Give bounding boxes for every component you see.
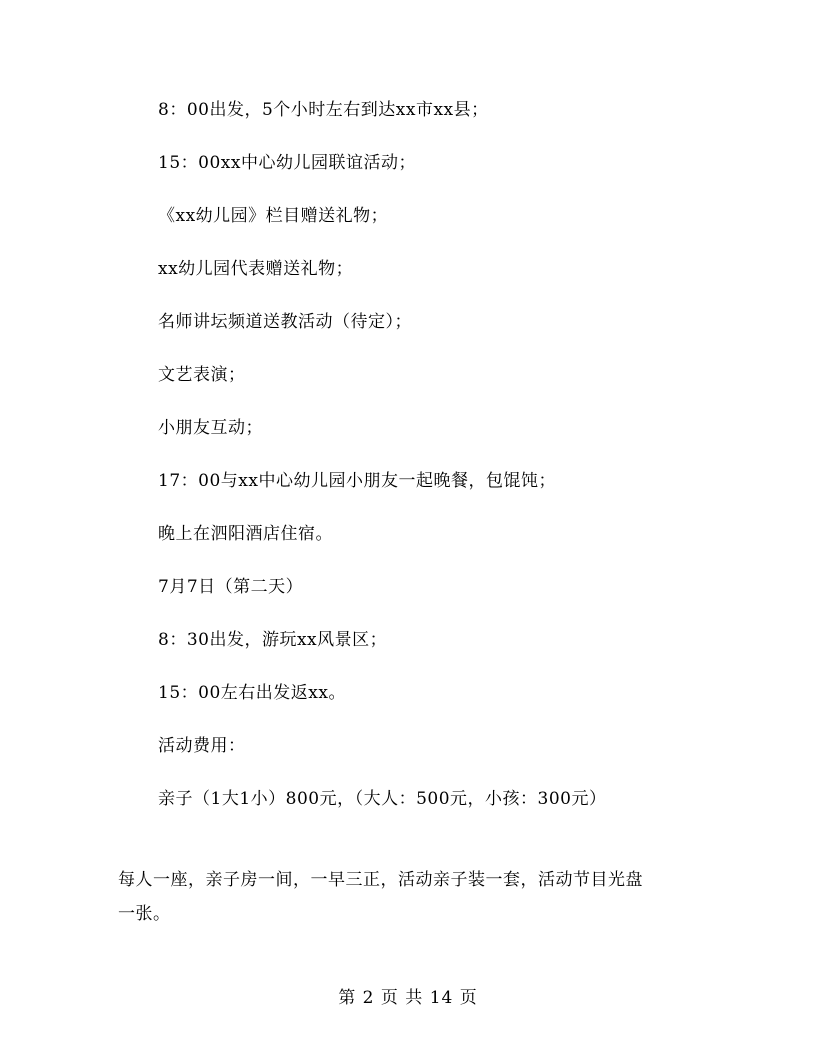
schedule-line-dinner: 17：00与xx中心幼儿园小朋友一起晚餐，包馄饨；	[158, 471, 556, 491]
schedule-line-return: 15：00左右出发返xx。	[158, 683, 346, 703]
schedule-line-column-gift: 《xx幼儿园》栏目赠送礼物；	[158, 206, 389, 226]
schedule-line-performance: 文艺表演；	[158, 365, 246, 385]
fees-line: 亲子（1大1小）800元，（大人：500元，小孩：300元）	[158, 789, 607, 809]
schedule-line-representative-gift: xx幼儿园代表赠送礼物；	[158, 259, 354, 279]
schedule-line-hotel: 晚上在泗阳酒店住宿。	[158, 524, 333, 544]
fees-heading: 活动费用：	[158, 736, 246, 756]
schedule-line-scenic: 8：30出发，游玩xx风景区；	[158, 630, 388, 650]
paragraph-line-1: 每人一座，亲子房一间，一早三正，活动亲子装一套，活动节目光盘	[118, 870, 643, 890]
schedule-line-interaction: 小朋友互动；	[158, 418, 263, 438]
schedule-line-joint-activity: 15：00xx中心幼儿园联谊活动；	[158, 153, 416, 173]
schedule-line-teaching: 名师讲坛频道送教活动（待定）；	[158, 312, 412, 332]
page-footer: 第 2 页 共 14 页	[338, 988, 478, 1008]
day-two-heading: 7月7日（第二天）	[158, 577, 304, 597]
paragraph-line-2: 一张。	[118, 904, 171, 924]
schedule-line-depart: 8：00出发，5个小时左右到达xx市xx县；	[158, 100, 489, 120]
